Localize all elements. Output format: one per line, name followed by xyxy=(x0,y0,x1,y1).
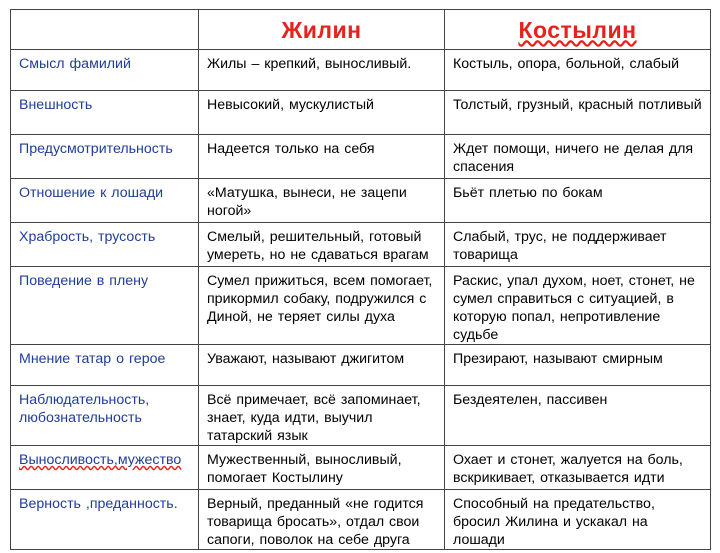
table-row xyxy=(11,490,711,550)
table-row xyxy=(11,267,711,345)
kostylin-cell: Бездеятелен, пассивен xyxy=(445,386,711,446)
table-row xyxy=(11,386,711,446)
kostylin-cell: Охает и стонет, жалуется на боль, вскрикивает, отказывается идти xyxy=(445,446,711,490)
criterion-label: Выносливость,мужество xyxy=(19,452,182,468)
kostylin-cell: Толстый, грузный, красный потливый xyxy=(445,91,711,135)
zhilin-cell: Уважают, называют джигитом xyxy=(199,345,445,386)
criterion-cell: Смысл фамилий xyxy=(11,50,199,91)
criterion-cell: Отношение к лошади xyxy=(11,179,199,223)
kostylin-cell: Костыль, опора, больной, слабый xyxy=(445,50,711,91)
criterion-cell: Мнение татар о герое xyxy=(11,345,199,386)
kostylin-cell: Способный на предательство, бросил Жилина и ускакал на лошади xyxy=(445,490,711,550)
header-row xyxy=(11,10,711,50)
zhilin-cell: «Матушка, вынеси, не зацепи ногой» xyxy=(199,179,445,223)
zhilin-cell: Надеется только на себя xyxy=(199,135,445,179)
zhilin-cell: Сумел прижиться, всем помогает, прикормил собаку, подружился с Диной, не теряет силы духа xyxy=(199,267,445,345)
zhilin-cell: Смелый, решительный, готовый умереть, но не сдаваться врагам xyxy=(199,223,445,267)
zhilin-cell: Жилы – крепкий, выносливый. xyxy=(199,50,445,91)
zhilin-cell: Невысокий, мускулистый xyxy=(199,91,445,135)
criterion-cell xyxy=(11,446,199,490)
table-row xyxy=(11,135,711,179)
criterion-cell: Наблюдательность, любознательность xyxy=(11,386,199,446)
table-row xyxy=(11,91,711,135)
header-corner-cell xyxy=(11,10,199,50)
table-row xyxy=(11,223,711,267)
table-row xyxy=(11,179,711,223)
header-kostylin-label: Костылин xyxy=(518,16,637,43)
criterion-cell: Верность ,преданность. xyxy=(11,490,199,550)
kostylin-cell: Слабый, трус, не поддерживает товарища xyxy=(445,223,711,267)
zhilin-cell: Всё примечает, всё запоминает, знает, куда идти, выучил татарский язык xyxy=(199,386,445,446)
criterion-cell: Поведение в плену xyxy=(11,267,199,345)
criterion-cell: Внешность xyxy=(11,91,199,135)
kostylin-cell: Бьёт плетью по бокам xyxy=(445,179,711,223)
table-row xyxy=(11,446,711,490)
criterion-cell: Храбрость, трусость xyxy=(11,223,199,267)
criterion-cell: Предусмотрительность xyxy=(11,135,199,179)
header-kostylin xyxy=(445,10,711,50)
table-row xyxy=(11,50,711,91)
zhilin-cell: Верный, преданный «не годится товарища бросать», отдал свои сапоги, поволок на себе друга xyxy=(199,490,445,550)
kostylin-cell: Раскис, упал духом, ноет, стонет, не сумел справиться с ситуацией, в которую попал, непротивление судьбе xyxy=(445,267,711,345)
kostylin-cell: Презирают, называют смирным xyxy=(445,345,711,386)
zhilin-cell: Мужественный, выносливый, помогает Костылину xyxy=(199,446,445,490)
comparison-table xyxy=(10,9,711,550)
header-zhilin: Жилин xyxy=(199,10,445,50)
table-row xyxy=(11,345,711,386)
kostylin-cell: Ждет помощи, ничего не делая для спасения xyxy=(445,135,711,179)
